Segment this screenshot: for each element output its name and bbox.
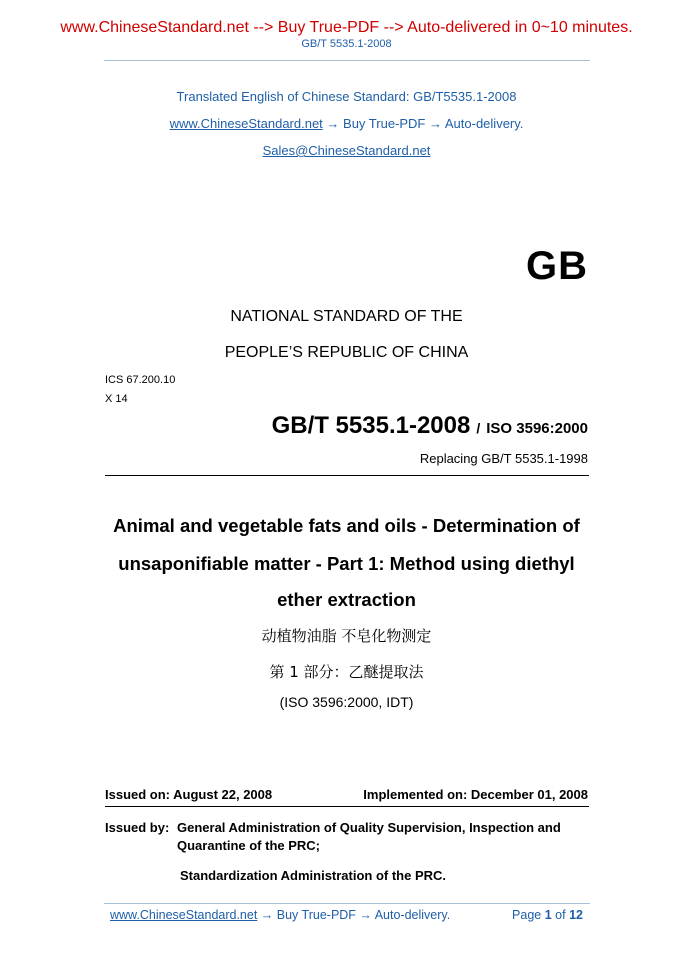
page-indicator	[512, 908, 583, 922]
title-line-1: Animal and vegetable fats and oils - Determination of	[113, 515, 580, 536]
footer-site-suffix: → Buy True-PDF → Auto-delivery.	[257, 908, 451, 922]
national-standard-line-1: NATIONAL STANDARD OF THE	[230, 308, 463, 325]
chinese-title-line-2: 第 1 部分：乙醚提取法	[269, 663, 424, 681]
standard-number	[272, 412, 588, 440]
title-line-2: unsaponifiable matter - Part 1: Method using diethyl	[118, 553, 575, 574]
title-divider	[105, 475, 589, 476]
issuer-line-1: General Administration of Quality Supervision, Inspection and	[177, 820, 561, 835]
header-divider	[104, 60, 590, 61]
translation-line: Translated English of Chinese Standard: GB/T5535.1-2008	[176, 89, 517, 104]
site-suffix: → Buy True-PDF → Auto-delivery.	[322, 116, 524, 131]
number-separator: /	[476, 420, 481, 436]
page-current: 1	[544, 908, 552, 922]
sales-email-link[interactable]: Sales@ChineseStandard.net	[262, 143, 431, 158]
issued-by-label: Issued by:	[105, 820, 170, 835]
page-of: of	[555, 908, 566, 922]
classification-code: X 14	[105, 393, 128, 405]
footer-divider	[104, 903, 590, 904]
issuer-line-3: Standardization Administration of the PRC.	[180, 868, 447, 883]
footer-site-line	[110, 908, 450, 922]
header-standard-code: GB/T 5535.1-2008	[301, 38, 392, 50]
translation-site-line	[0, 116, 693, 131]
site-link[interactable]: www.ChineseStandard.net	[169, 116, 323, 131]
ics-code: ICS 67.200.10	[105, 374, 176, 386]
page-total: 12	[569, 908, 583, 922]
iso-equivalence: (ISO 3596:2000, IDT)	[279, 694, 414, 710]
gb-number: GB/T 5535.1-2008	[271, 412, 471, 439]
iso-number: ISO 3596:2000	[486, 420, 588, 437]
implemented-on: Implemented on: December 01, 2008	[363, 787, 588, 802]
footer-site-link[interactable]: www.ChineseStandard.net	[110, 908, 258, 922]
top-banner[interactable]: www.ChineseStandard.net --> Buy True-PDF --> Auto-delivered in 0~10 minutes.	[60, 19, 633, 36]
dates-divider	[105, 806, 589, 807]
page-label: Page	[512, 908, 542, 922]
national-standard-line-2: PEOPLE’S REPUBLIC OF CHINA	[224, 344, 469, 361]
title-line-3: ether extraction	[277, 589, 416, 610]
chinese-title-line-1: 动植物油脂 不皂化物测定	[261, 627, 432, 645]
issuer-line-2: Quarantine of the PRC;	[177, 838, 321, 853]
issued-on: Issued on: August 22, 2008	[105, 787, 273, 802]
gb-mark: GB	[526, 244, 588, 288]
replacing-line: Replacing GB/T 5535.1-1998	[419, 451, 588, 466]
sales-email-line	[0, 143, 693, 158]
